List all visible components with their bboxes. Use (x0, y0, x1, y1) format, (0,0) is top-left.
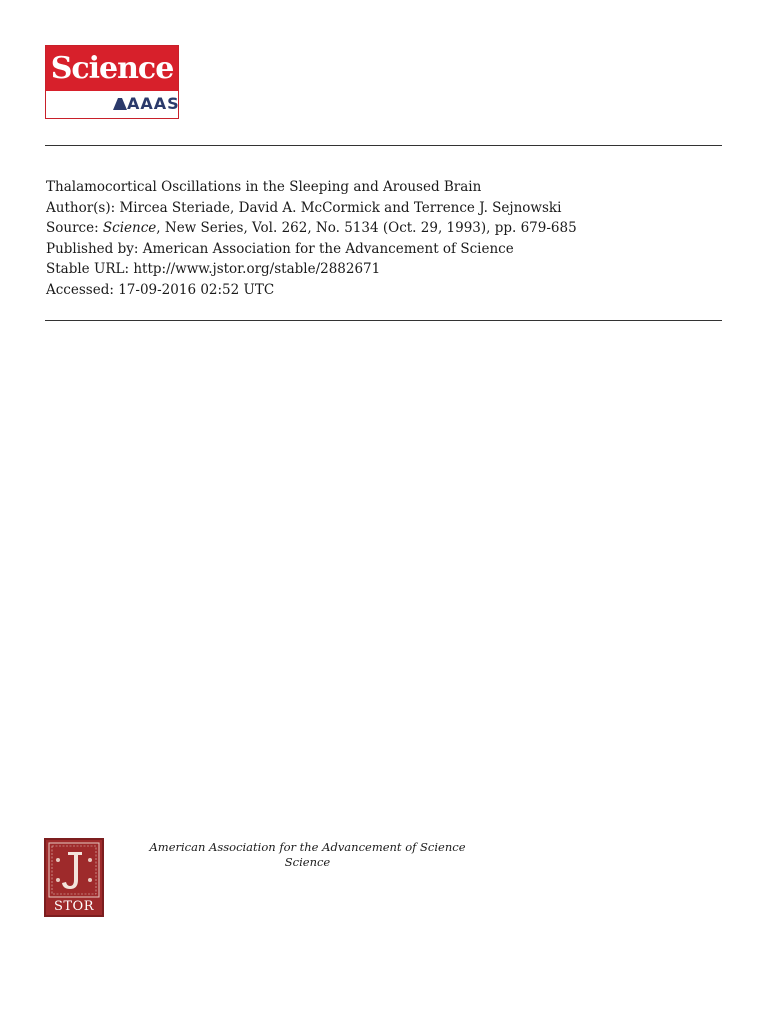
accessed-label: Accessed: (46, 281, 114, 298)
accessed-line (46, 280, 577, 301)
stable-url-link[interactable]: http://www.jstor.org/stable/2882671 (133, 261, 381, 277)
source-details: , New Series, Vol. 262, No. 5134 (Oct. 29, 1993), pp. 679-685 (156, 220, 577, 236)
footer-publisher-block (125, 840, 490, 869)
aaas-logo-row (46, 91, 178, 118)
footer-publisher-name: American Association for the Advancement of Science (149, 840, 466, 854)
authors-value: Mircea Steriade, David A. McCormick and Terrence J. Sejnowski (119, 199, 562, 216)
jstor-wordmark: STOR (53, 899, 95, 914)
aaas-mark-icon (113, 98, 127, 110)
jstor-logo (44, 838, 104, 917)
stable-url-line (46, 259, 577, 280)
citation-block (46, 177, 577, 300)
science-logo-wordmark: Science (46, 46, 178, 91)
science-aaas-logo (45, 45, 179, 119)
source-label: Source: (46, 220, 99, 236)
publisher-line (46, 239, 577, 260)
publisher-label: Published by: (46, 240, 139, 257)
stable-url-label: Stable URL: (46, 261, 130, 277)
accessed-value: 17-09-2016 02:52 UTC (118, 281, 275, 298)
footer-journal-name: Science (284, 854, 331, 869)
aaas-wordmark: AAAS (127, 94, 180, 113)
top-divider (45, 145, 722, 146)
bottom-divider (45, 320, 722, 321)
source-line (46, 218, 577, 239)
authors-label: Author(s): (46, 199, 116, 216)
authors-line (46, 198, 577, 219)
publisher-value: American Association for the Advancement of Science (142, 240, 514, 257)
article-title: Thalamocortical Oscillations in the Sleeping and Aroused Brain (46, 179, 482, 195)
jstor-j-emblem-icon (46, 840, 102, 900)
source-journal: Science (102, 220, 157, 236)
